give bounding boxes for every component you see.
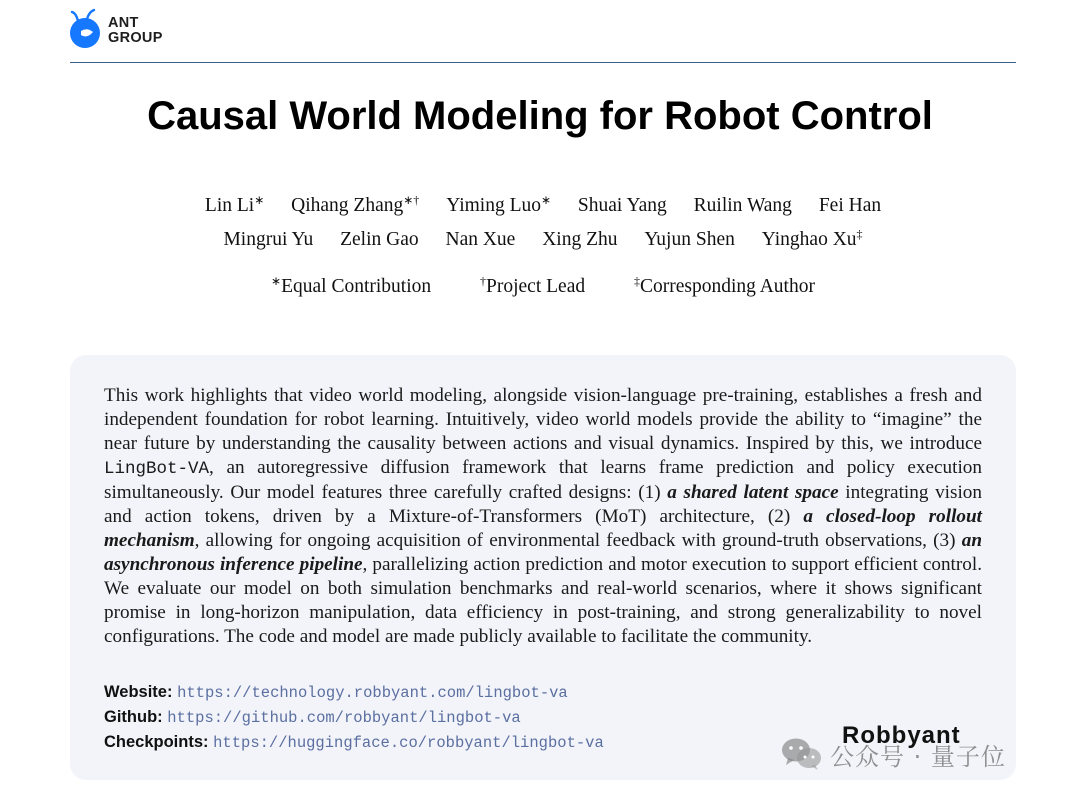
- author-name: Shuai Yang: [577, 195, 667, 216]
- author-mark: ∗: [254, 193, 265, 207]
- author: [340, 229, 419, 251]
- note-text: Equal Contribution: [281, 276, 432, 297]
- author: [291, 195, 419, 217]
- logo-text-line1: ANT: [108, 15, 139, 31]
- author-name: Ruilin Wang: [693, 195, 792, 216]
- author-name: Xing Zhu: [542, 229, 618, 250]
- author: [205, 195, 264, 217]
- author: [542, 229, 617, 251]
- author: [762, 229, 863, 251]
- robbyant-logo: Robbyant: [842, 722, 961, 749]
- author: [223, 229, 313, 251]
- author-name: Lin Li: [204, 195, 255, 216]
- author-name: Yiming Luo: [446, 195, 541, 216]
- author: [445, 229, 515, 251]
- author: [694, 195, 792, 217]
- affiliation-notes: [0, 276, 1080, 298]
- github-link-row: [104, 705, 604, 730]
- abstract-segment: , allowing for ongoing acquisition of environmental feedback with ground-truth observations, (3): [194, 530, 962, 551]
- note-corresponding-author: [634, 276, 815, 298]
- abstract-segment: , parallelizing action prediction and motor execution to support efficient control. We evaluate our model on both simulation benchmarks and real-world scenarios, where it shows significant promise in long-horizon manipulation, data efficiency in post-training, and strong generalizability to novel configurations. The code and model are made publicly available to facilitate the community.: [104, 554, 982, 647]
- github-link[interactable]: https://github.com/robbyant/lingbot-va: [167, 709, 521, 727]
- author-row-2: [0, 229, 1080, 251]
- author: [578, 195, 667, 217]
- website-link[interactable]: https://technology.robbyant.com/lingbot-va: [177, 684, 568, 702]
- note-mark: †: [480, 274, 487, 288]
- model-name: LingBot-VA: [104, 459, 210, 479]
- note-mark: ‡: [633, 274, 640, 288]
- link-label: Website:: [104, 683, 173, 701]
- note-text: Project Lead: [486, 276, 586, 297]
- checkpoints-link[interactable]: https://huggingface.co/robbyant/lingbot-va: [213, 734, 604, 752]
- author: [446, 195, 551, 217]
- website-link-row: [104, 680, 604, 705]
- paper-title: Causal World Modeling for Robot Control: [147, 94, 933, 138]
- resource-links: [104, 680, 604, 755]
- abstract-segment: integrating vision and action tokens, driven by a Mixture-of-Transformers (MoT) architecture, (2): [104, 482, 982, 527]
- author: [819, 195, 881, 217]
- link-label: Github:: [104, 708, 163, 726]
- abstract-segment: , an autoregressive diffusion framework that learns frame prediction and policy execution simultaneously. Our model features three carefully crafted designs: (1): [104, 457, 982, 503]
- logo-text: [108, 16, 163, 46]
- abstract-segment: This work highlights that video world modeling, alongside vision-language pre-training, establishes a fresh and independent foundation for robot learning. Intuitively, video world models provide the ability to “imagine” the near future by understanding the causality between actions and visual dynamics. Inspired by this, we introduce: [104, 385, 982, 454]
- author-name: Yinghao Xu: [761, 229, 857, 250]
- note-equal-contribution: [271, 276, 431, 298]
- author-name: Zelin Gao: [340, 229, 419, 250]
- author-name: Mingrui Yu: [223, 229, 314, 250]
- header-divider: [70, 62, 1016, 63]
- logo-text-line2: GROUP: [108, 30, 163, 46]
- author-mark: ∗†: [403, 193, 420, 207]
- ant-logo-icon: [68, 6, 104, 50]
- abstract-text: [104, 384, 982, 649]
- design-highlight: a closed-loop rollout mechanism: [104, 506, 982, 551]
- author-name: Fei Han: [818, 195, 882, 216]
- note-mark: ∗: [271, 274, 282, 288]
- note-project-lead: [480, 276, 585, 298]
- checkpoints-link-row: [104, 730, 604, 755]
- note-text: Corresponding Author: [639, 276, 815, 297]
- author: [644, 229, 734, 251]
- author-name: Yujun Shen: [644, 229, 735, 250]
- author-name: Qihang Zhang: [291, 195, 404, 216]
- author-row-1: [0, 195, 1080, 217]
- link-label: Checkpoints:: [104, 733, 209, 751]
- design-highlight: a shared latent space: [667, 482, 839, 503]
- wechat-icon: [780, 736, 824, 772]
- author-mark: ‡: [856, 227, 863, 241]
- watermark-text: 公众号 · 量子位: [830, 743, 1006, 771]
- author-mark: ∗: [540, 193, 552, 207]
- ant-group-logo: [68, 6, 178, 50]
- design-highlight: an asynchronous inference pipeline: [104, 530, 982, 575]
- author-name: Nan Xue: [445, 229, 516, 250]
